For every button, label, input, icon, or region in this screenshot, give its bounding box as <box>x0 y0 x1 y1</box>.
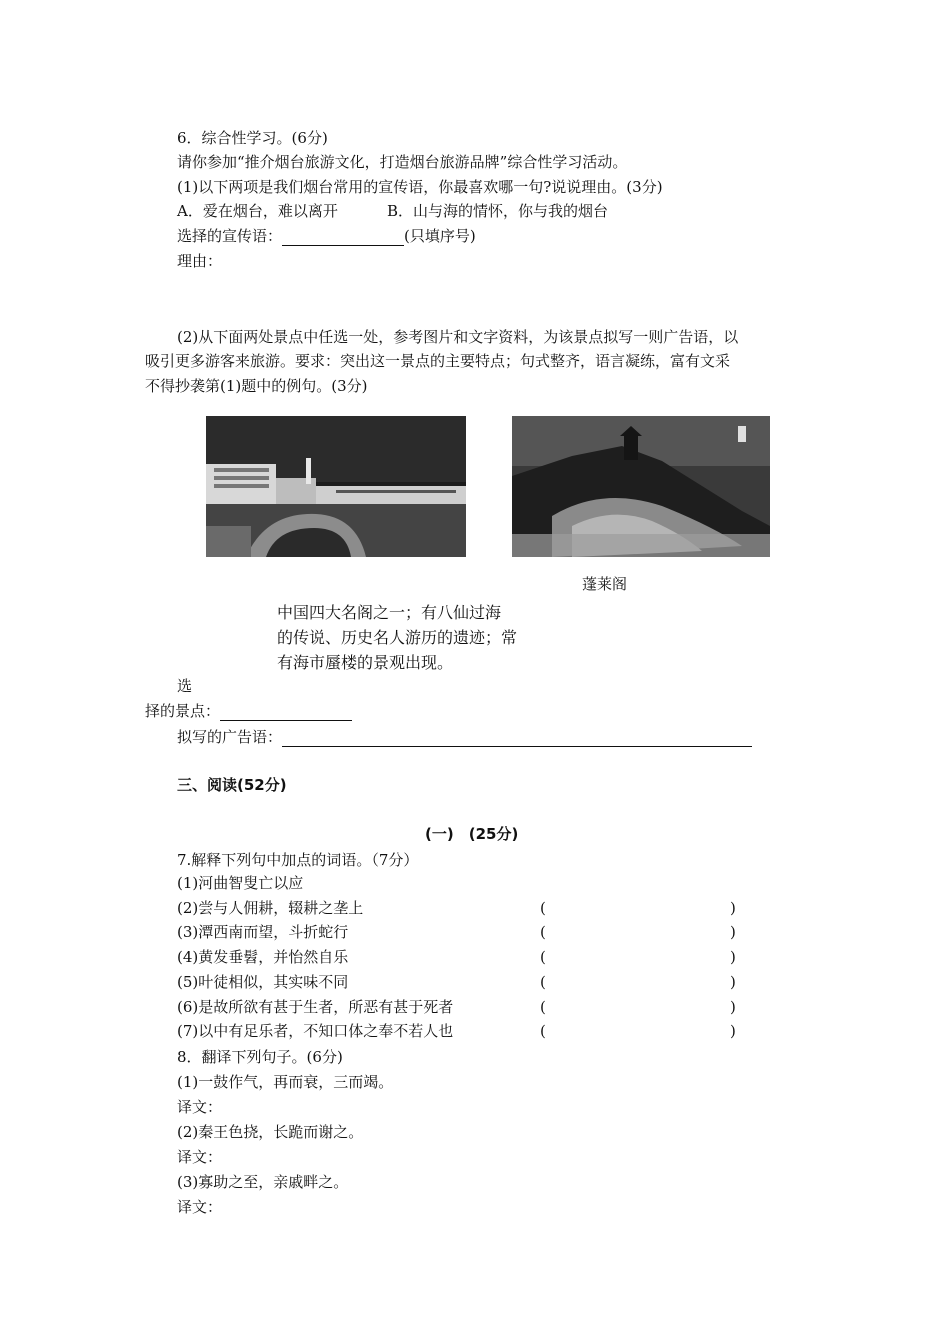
option-b: B．山与海的情怀，你与我的烟台 <box>387 202 609 220</box>
q7-item: (5)叶徒相似，其实味不同 <box>177 973 349 991</box>
q8-title: 8．翻译下列句子。(6分) <box>177 1048 343 1066</box>
answer-paren-open: ( <box>540 923 546 941</box>
q8-sentence-1: (1)一鼓作气，再而衰，三而竭。 <box>177 1073 394 1091</box>
choose-slogan-note: (只填序号) <box>404 227 476 245</box>
answer-paren-close: ) <box>730 998 736 1016</box>
spot-blank[interactable] <box>220 704 352 721</box>
q6-intro: 请你参加“推介烟台旅游文化，打造烟台旅游品牌”综合性学习活动。 <box>177 153 628 171</box>
answer-paren-close: ) <box>730 899 736 917</box>
yantai-harbor-photo <box>206 416 466 557</box>
q7-item: (7)以中有足乐者，不知口体之奉不若人也 <box>177 1022 454 1040</box>
q7-title: 7.解释下列句中加点的词语。（7分） <box>177 851 419 869</box>
spot-label-a: 选 <box>177 677 193 695</box>
translation-label: 译文： <box>177 1098 223 1116</box>
answer-paren-close: ) <box>730 973 736 991</box>
answer-paren-close: ) <box>730 948 736 966</box>
spot-row <box>145 701 352 721</box>
q8-sentence-2: (2)秦王色挠，长跪而谢之。 <box>177 1123 364 1141</box>
option-a: A．爱在烟台，难以离开 <box>177 202 338 220</box>
q6-title: 6．综合性学习。(6分) <box>177 129 328 147</box>
q6-part2-line2: 吸引更多游客来旅游。要求：突出这一景点的主要特点；句式整齐，语言凝练，富有文采 <box>145 352 731 370</box>
q7-item: (4)黄发垂髫，并怡然自乐 <box>177 948 349 966</box>
answer-paren-open: ( <box>540 948 546 966</box>
penglai-desc-line2: 的传说、历史名人游历的遗迹；常 <box>277 628 518 647</box>
q6-part2-line3: 不得抄袭第(1)题中的例句。(3分) <box>145 377 368 395</box>
photo2-caption: 蓬莱阁 <box>582 575 628 593</box>
ad-row <box>177 727 752 747</box>
answer-paren-open: ( <box>540 899 546 917</box>
yantai-harbor-image <box>206 416 466 557</box>
penglai-pavilion-image <box>512 416 770 557</box>
reason-label: 理由： <box>177 252 223 270</box>
answer-paren-open: ( <box>540 998 546 1016</box>
ad-blank[interactable] <box>282 730 752 747</box>
q6-part1: (1)以下两项是我们烟台常用的宣传语，你最喜欢哪一句?说说理由。(3分) <box>177 178 663 196</box>
q7-item: (3)潭西南而望，斗折蛇行 <box>177 923 349 941</box>
translation-label: 译文： <box>177 1198 223 1216</box>
translation-label: 译文： <box>177 1148 223 1166</box>
answer-paren-open: ( <box>540 1022 546 1040</box>
section3-title: 三、阅读(52分) <box>177 776 287 794</box>
q7-item: (2)尝与人佣耕，辍耕之垄上 <box>177 899 364 917</box>
choose-slogan-blank[interactable] <box>282 229 404 246</box>
answer-paren-close: ) <box>730 1022 736 1040</box>
choose-slogan-row <box>177 226 476 246</box>
section3-subtitle: (一) (25分) <box>425 825 519 843</box>
penglai-desc-line1: 中国四大名阁之一；有八仙过海 <box>277 603 502 622</box>
answer-paren-close: ) <box>730 923 736 941</box>
answer-paren-open: ( <box>540 973 546 991</box>
q6-part2-line1: (2)从下面两处景点中任选一处，参考图片和文字资料，为该景点拟写一则广告语，以 <box>177 328 739 346</box>
ad-label: 拟写的广告语： <box>177 728 283 746</box>
q8-sentence-3: (3)寡助之至，亲戚畔之。 <box>177 1173 349 1191</box>
q7-item: (6)是故所欲有甚于生者，所恶有甚于死者 <box>177 998 454 1016</box>
choose-slogan-label: 选择的宣传语： <box>177 227 283 245</box>
penglai-desc-line3: 有海市蜃楼的景观出现。 <box>277 653 454 672</box>
q7-item: (1)河曲智叟亡以应 <box>177 874 304 892</box>
penglai-pavilion-photo <box>512 416 770 557</box>
spot-label-b: 择的景点： <box>145 702 221 720</box>
